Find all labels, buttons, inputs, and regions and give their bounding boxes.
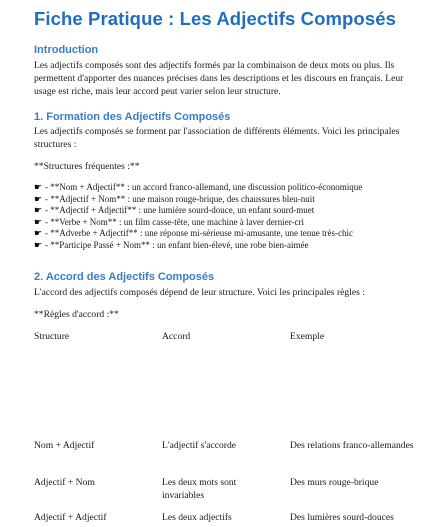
hand-pointing-right-icon: ☛ — [34, 228, 43, 239]
table-cell: Des murs rouge-brique — [290, 477, 379, 488]
hand-pointing-right-icon: ☛ — [34, 182, 43, 192]
structures-list — [34, 182, 424, 252]
intro-paragraph: Les adjectifs composés sont des adjectifs formés par la combinaison de deux mots ou plus. Ils permettent d'apporter des nuances précises dans les descriptions et les discours en français. Leur usage est riche, mais leur accord peut varier selon leur structure. — [34, 60, 404, 97]
table-cell: Les deux adjectifs — [162, 512, 232, 523]
section1-heading: 1. Formation des Adjectifs Composés — [34, 111, 231, 123]
section1-paragraph: Les adjectifs composés se forment par l'association de différents éléments. Voici les principales structures : — [34, 126, 400, 150]
hand-pointing-right-icon: ☛ — [34, 239, 43, 250]
list-item-text: - **Nom + Adjectif** : un accord franco-allemand, une discussion politico-économique — [45, 182, 363, 192]
list-item-text: - **Participe Passé + Nom** : un enfant bien-élevé, une robe bien-aimée — [45, 239, 309, 250]
hand-pointing-right-icon: ☛ — [34, 216, 43, 227]
hand-pointing-right-icon: ☛ — [34, 193, 43, 204]
rules-subheading: **Règles d'accord :** — [34, 309, 119, 320]
table-cell: Nom + Adjectif — [34, 440, 95, 451]
list-item — [34, 240, 424, 252]
section2-paragraph: L'accord des adjectifs composés dépend de leur structure. Voici les principales règles : — [34, 287, 365, 298]
list-item-text: - **Adverbe + Adjectif** : une réponse mi-sérieuse mi-amusante, une tenue très-chic — [45, 228, 353, 239]
table-cell: Des relations franco-allemandes — [290, 440, 414, 451]
structures-subheading: **Structures fréquentes :** — [34, 161, 140, 172]
list-item-text: - **Verbe + Nom** : un film casse-tête, une machine à laver dernier-cri — [45, 216, 305, 227]
list-item-text: - **Adjectif + Adjectif** : une lumière sourd-douce, un enfant sourd-muet — [45, 205, 315, 216]
list-item — [34, 182, 424, 194]
table-cell: Adjectif + Nom — [34, 477, 95, 488]
table-cell: Adjectif + Adjectif — [34, 512, 107, 523]
list-item — [34, 205, 424, 217]
table-header-exemple: Exemple — [290, 331, 325, 342]
intro-heading: Introduction — [34, 44, 99, 56]
table-cell: L'adjectif s'accorde — [162, 440, 237, 451]
section2-heading: 2. Accord des Adjectifs Composés — [34, 271, 215, 283]
list-item — [34, 217, 424, 229]
table-header-structure: Structure — [34, 331, 70, 342]
list-item — [34, 194, 424, 206]
list-item — [34, 228, 424, 240]
hand-pointing-right-icon: ☛ — [34, 205, 43, 216]
table-header-accord: Accord — [162, 331, 191, 342]
list-item-text: - **Adjectif + Nom** : une maison rouge-brique, des chaussures bleu-nuit — [45, 193, 315, 204]
table-cell: Des lumières sourd-douces — [290, 512, 394, 523]
table-cell: Les deux mots sont invariables — [162, 477, 237, 501]
page-title: Fiche Pratique : Les Adjectifs Composés — [34, 8, 396, 29]
